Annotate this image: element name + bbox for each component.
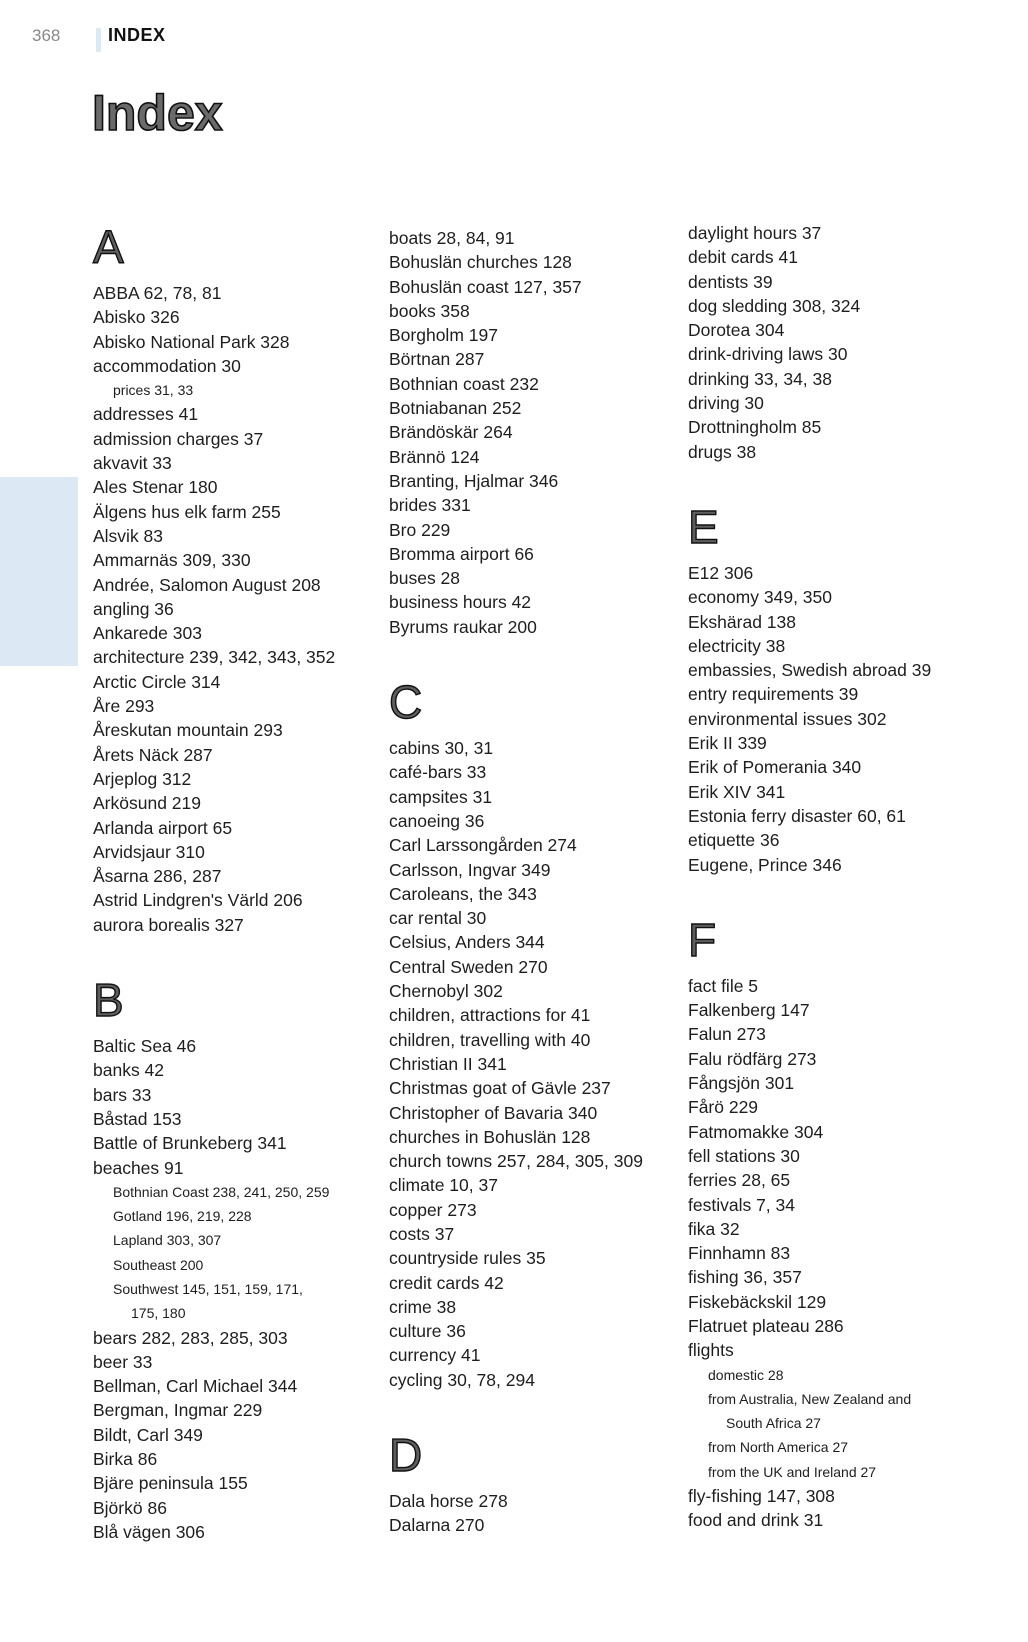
index-entry: Carlsson, Ingvar 349	[389, 859, 551, 880]
index-entry: bears 282, 283, 285, 303	[93, 1327, 288, 1348]
section-letter: C	[389, 676, 423, 729]
index-entry: debit cards 41	[688, 247, 798, 268]
index-entry: Ankarede 303	[93, 623, 202, 644]
index-entry: Erik of Pomerania 340	[688, 757, 862, 778]
index-entry: Christopher of Bavaria 340	[389, 1102, 598, 1123]
index-entry: Borgholm 197	[389, 325, 498, 346]
index-subentry-continuation: South Africa 27	[726, 1415, 821, 1432]
index-entry: Baltic Sea 46	[93, 1036, 197, 1057]
index-entry: Brännö 124	[389, 446, 480, 467]
index-entry: Drottningholm 85	[688, 417, 822, 438]
index-entry: Dala horse 278	[389, 1491, 508, 1512]
index-entry: Carl Larssongården 274	[389, 835, 577, 856]
page-number: 368	[32, 26, 61, 45]
index-entry: Fiskebäckskil 129	[688, 1291, 827, 1312]
index-entry: accommodation 30	[93, 355, 241, 376]
index-entry: Astrid Lindgren's Värld 206	[93, 890, 303, 911]
index-entry: children, attractions for 41	[389, 1005, 591, 1026]
index-entry: admission charges 37	[93, 428, 264, 449]
index-entry: Finnhamn 83	[688, 1243, 791, 1264]
index-entry: campsites 31	[389, 786, 493, 807]
index-entry: Arctic Circle 314	[93, 671, 221, 692]
index-entry: Birka 86	[93, 1449, 158, 1470]
index-entry: cabins 30, 31	[389, 738, 494, 759]
index-entry: Flatruet plateau 286	[688, 1315, 844, 1336]
page-title: Index	[92, 85, 223, 141]
index-entry: Älgens hus elk farm 255	[93, 501, 281, 522]
index-entry: countryside rules 35	[389, 1248, 546, 1269]
index-subentry: from Australia, New Zealand and	[708, 1390, 912, 1407]
index-entry: Arkösund 219	[93, 793, 201, 814]
index-entry: Bildt, Carl 349	[93, 1424, 203, 1445]
index-entry: canoeing 36	[389, 810, 485, 831]
section-heading	[688, 464, 978, 561]
index-entry: Bothnian coast 232	[389, 373, 539, 394]
index-entry: etiquette 36	[688, 830, 780, 851]
section-letter: E	[688, 500, 719, 553]
index-entry: flights	[688, 1340, 734, 1361]
index-entry: Alsvik 83	[93, 525, 164, 546]
index-subentry: Gotland 196, 219, 228	[113, 1208, 252, 1225]
section-heading	[93, 184, 383, 281]
index-entry: Bromma airport 66	[389, 543, 534, 564]
index-entry: Botniabanan 252	[389, 398, 522, 419]
index-entry: electricity 38	[688, 635, 786, 656]
index-subentry: Bothnian Coast 238, 241, 250, 259	[113, 1183, 330, 1200]
index-entry: books 358	[389, 300, 470, 321]
index-entry: Båstad 153	[93, 1108, 182, 1129]
section-heading	[93, 937, 383, 1034]
index-entry: culture 36	[389, 1321, 466, 1342]
index-entry: Börtnan 287	[389, 349, 485, 370]
index-entry: bars 33	[93, 1084, 152, 1105]
index-entry: addresses 41	[93, 404, 199, 425]
index-entry: festivals 7, 34	[688, 1194, 795, 1215]
index-entry: Årets Näck 287	[93, 744, 213, 765]
running-title: INDEX	[108, 25, 166, 45]
index-entry: dog sledding 308, 324	[688, 295, 861, 316]
index-entry: E12 306	[688, 562, 754, 583]
index-entry: currency 41	[389, 1345, 481, 1366]
index-entry: church towns 257, 284, 305, 309	[389, 1151, 643, 1172]
section-heading	[389, 1392, 679, 1489]
index-entry: Bohuslän churches 128	[389, 252, 572, 273]
index-entry: Andrée, Salomon August 208	[93, 574, 321, 595]
index-entry: ABBA 62, 78, 81	[93, 283, 222, 303]
index-subentry: Lapland 303, 307	[113, 1232, 222, 1249]
index-entry: Ales Stenar 180	[93, 477, 218, 498]
index-entry: daylight hours 37	[688, 223, 822, 243]
index-entry: café-bars 33	[389, 762, 487, 783]
index-entry: crime 38	[389, 1296, 457, 1317]
index-entry: drugs 38	[688, 441, 757, 462]
header-accent-bar	[96, 28, 101, 52]
section-letter: A	[93, 221, 124, 273]
index-entry: fell stations 30	[688, 1145, 800, 1166]
index-entry: Branting, Hjalmar 346	[389, 470, 559, 491]
index-entry: Fångsjön 301	[688, 1073, 795, 1094]
index-subentry: from the UK and Ireland 27	[708, 1463, 877, 1480]
index-entry: fact file 5	[688, 975, 759, 996]
index-entry: Arjeplog 312	[93, 768, 192, 789]
index-entry: Åsarna 286, 287	[93, 866, 222, 887]
index-entry: Åreskutan mountain 293	[93, 720, 283, 741]
index-entry: aurora borealis 327	[93, 914, 244, 935]
index-entry: economy 349, 350	[688, 587, 832, 608]
index-entry: churches in Bohuslän 128	[389, 1126, 591, 1147]
index-entry: boats 28, 84, 91	[389, 228, 515, 248]
index-entry: fika 32	[688, 1218, 740, 1239]
index-entry: akvavit 33	[93, 453, 172, 474]
index-entry: children, travelling with 40	[389, 1029, 591, 1050]
index-column-3	[688, 221, 978, 1533]
index-entry: Bellman, Carl Michael 344	[93, 1376, 298, 1397]
index-entry: Dorotea 304	[688, 320, 785, 341]
index-entry: Chernobyl 302	[389, 981, 503, 1002]
index-entry: Blå vägen 306	[93, 1521, 205, 1542]
thumb-tab	[0, 477, 78, 666]
index-entry: Christmas goat of Gävle 237	[389, 1078, 611, 1099]
index-entry: food and drink 31	[688, 1510, 824, 1531]
index-entry: Battle of Brunkeberg 341	[93, 1133, 287, 1154]
index-subentry-continuation: 175, 180	[131, 1305, 186, 1322]
index-entry: beaches 91	[93, 1157, 184, 1178]
section-heading	[688, 877, 978, 974]
index-entry: brides 331	[389, 495, 471, 516]
index-entry: Abisko National Park 328	[93, 331, 290, 352]
index-subentry: prices 31, 33	[113, 382, 194, 399]
index-entry: Åre 293	[93, 696, 155, 717]
index-entry: Bohuslän coast 127, 357	[389, 276, 582, 297]
index-entry: Central Sweden 270	[389, 956, 548, 977]
index-column-1	[93, 184, 383, 1544]
index-entry: Celsius, Anders 344	[389, 932, 545, 953]
index-entry: Arvidsjaur 310	[93, 841, 205, 862]
index-entry: credit cards 42	[389, 1272, 504, 1293]
index-entry: Bjäre peninsula 155	[93, 1473, 248, 1494]
index-entry: architecture 239, 342, 343, 352	[93, 647, 336, 668]
index-entry: entry requirements 39	[688, 684, 859, 705]
index-entry: Ekshärad 138	[688, 611, 796, 632]
index-entry: environmental issues 302	[688, 708, 887, 729]
index-entry: Falun 273	[688, 1024, 766, 1045]
index-entry: Christian II 341	[389, 1053, 507, 1074]
index-entry: dentists 39	[688, 271, 773, 292]
index-entry: Bro 229	[389, 519, 451, 540]
index-entry: ferries 28, 65	[688, 1170, 791, 1191]
index-entry: drinking 33, 34, 38	[688, 368, 832, 389]
index-entry: Eugene, Prince 346	[688, 854, 842, 875]
section-letter: F	[688, 913, 717, 966]
section-letter: D	[389, 1429, 423, 1482]
index-entry: drink-driving laws 30	[688, 344, 848, 365]
index-entry: fly-fishing 147, 308	[688, 1486, 835, 1507]
section-heading	[389, 639, 679, 736]
index-entry: costs 37	[389, 1223, 455, 1244]
index-entry: Erik II 339	[688, 733, 767, 754]
index-subentry: Southwest 145, 151, 159, 171,	[113, 1280, 303, 1297]
index-entry: embassies, Swedish abroad 39	[688, 660, 932, 681]
index-entry: cycling 30, 78, 294	[389, 1369, 535, 1390]
index-entry: Bergman, Ingmar 229	[93, 1400, 263, 1421]
index-entry: Björkö 86	[93, 1497, 167, 1518]
index-entry: Falkenberg 147	[688, 1000, 810, 1021]
index-entry: fishing 36, 357	[688, 1267, 802, 1288]
index-entry: Byrums raukar 200	[389, 616, 537, 637]
index-entry: driving 30	[688, 393, 764, 414]
index-subentry: from North America 27	[708, 1439, 849, 1456]
index-entry: angling 36	[93, 598, 174, 619]
index-entry: Fårö 229	[688, 1097, 759, 1118]
index-entry: Dalarna 270	[389, 1515, 485, 1536]
index-subentry: domestic 28	[708, 1366, 784, 1383]
section-letter: B	[93, 974, 124, 1027]
index-entry: business hours 42	[389, 592, 532, 613]
index-entry: Brändöskär 264	[389, 422, 513, 443]
index-entry: Ammarnäs 309, 330	[93, 550, 251, 571]
index-subentry: Southeast 200	[113, 1256, 204, 1273]
index-entry: banks 42	[93, 1060, 165, 1081]
index-entry: Fatmomakke 304	[688, 1121, 824, 1142]
index-entry: Caroleans, the 343	[389, 883, 537, 904]
index-entry: buses 28	[389, 568, 461, 589]
index-entry: copper 273	[389, 1199, 477, 1220]
index-column-2	[389, 226, 679, 1538]
index-entry: beer 33	[93, 1351, 153, 1372]
index-entry: Abisko 326	[93, 307, 180, 328]
index-entry: Erik XIV 341	[688, 781, 786, 802]
index-entry: climate 10, 37	[389, 1175, 498, 1196]
index-entry: car rental 30	[389, 908, 487, 929]
index-entry: Arlanda airport 65	[93, 817, 233, 838]
index-entry: Estonia ferry disaster 60, 61	[688, 805, 906, 826]
index-entry: Falu rödfärg 273	[688, 1048, 817, 1069]
